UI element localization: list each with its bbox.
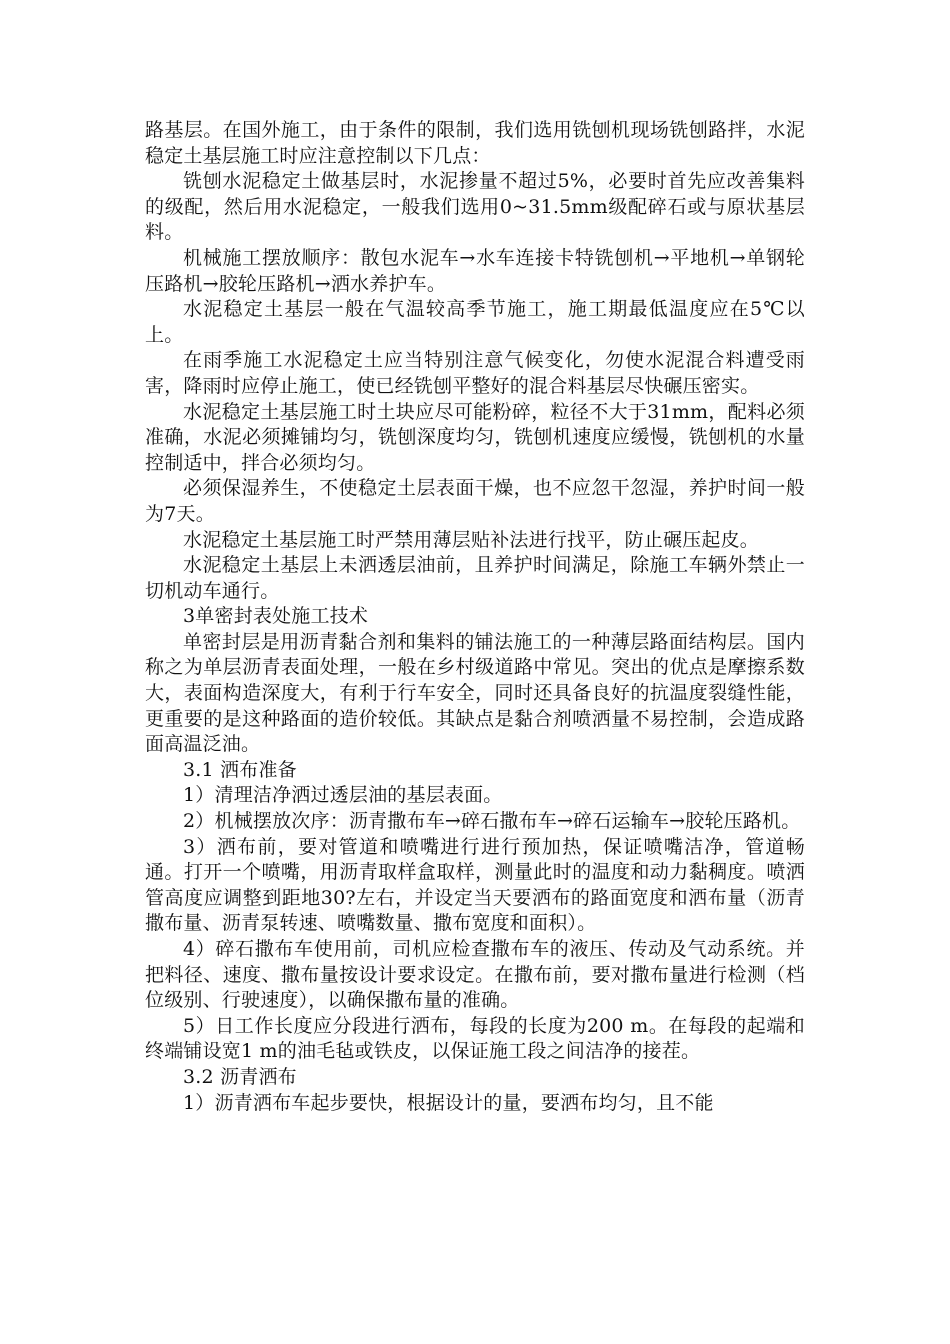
paragraph-rainy-season: 在雨季施工水泥稳定土应当特别注意气候变化，勿使水泥混合料遭受雨害，降雨时应停止施工，使已经铣刨平整好的混合料基层尽快碾压密实。	[145, 349, 805, 397]
paragraph-traffic-ban: 水泥稳定土基层上未洒透层油前，且养护时间满足，除施工车辆外禁止一切机动车通行。	[145, 554, 805, 602]
paragraph-continuation: 路基层。在国外施工，由于条件的限制，我们选用铣刨机现场铣刨路拌，水泥稳定土基层施工时应注意控制以下几点：	[145, 119, 805, 167]
paragraph-cement-dosage: 铣刨水泥稳定土做基层时，水泥掺量不超过5%，必要时首先应改善集料的级配，然后用水泥稳定，一般我们选用0~31.5mm级配碎石或与原状基层料。	[145, 170, 805, 244]
section-heading-3-2: 3.2 沥青洒布	[183, 1065, 297, 1088]
list-item-5: 5）日工作长度应分段进行洒布，每段的长度为200 m。在每段的起端和终端铺设宽1 m的油毛毡或铁皮，以保证施工段之间洁净的接茬。	[145, 1014, 805, 1063]
paragraph-temperature: 水泥稳定土基层一般在气温较高季节施工，施工期最低温度应在5℃以上。	[145, 298, 805, 346]
paragraph-single-seal-intro: 单密封层是用沥青黏合剂和集料的铺法施工的一种薄层路面结构层。国内称之为单层沥青表面处理，一般在乡村级道路中常见。突出的优点是摩擦系数大，表面构造深度大，有利于行车安全，同时还具备良好的抗温度裂缝性能，更重要的是这种路面的造价较低。其缺点是黏合剂喷洒量不易控制，会造成路面高温泛油。	[145, 630, 805, 756]
list-item-4: 4）碎石撒布车使用前，司机应检查撒布车的液压、传动及气动系统。并把料径、速度、撒布量按设计要求设定。在撒布前，要对撒布量进行检测（档位级别、行驶速度），以确保撒布量的准确。	[145, 938, 805, 1012]
list-item-1: 1）清理洁净洒过透层油的基层表面。	[183, 784, 503, 807]
document-body	[145, 118, 805, 1116]
list-item-asphalt-1: 1）沥青洒布车起步要快，根据设计的量，要洒布均匀，且不能	[183, 1091, 714, 1114]
list-item-2: 2）机械摆放次序：沥青撒布车→碎石撒布车→碎石运输车→胶轮压路机。	[183, 810, 801, 833]
section-heading-3-1: 3.1 洒布准备	[183, 758, 297, 781]
list-item-3: 3）洒布前，要对管道和喷嘴进行进行预加热，保证喷嘴洁净，管道畅通。打开一个喷嘴，用沥青取样盒取样，测量此时的温度和动力黏稠度。喷洒管高度应调整到距地30?左右，并设定当天要洒布的路面宽度和洒布量（沥青撒布量、沥青泵转速、喷嘴数量、撒布宽度和面积）。	[145, 835, 805, 935]
paragraph-machine-order: 机械施工摆放顺序：散包水泥车→水车连接卡特铣刨机→平地机→单钢轮压路机→胶轮压路机→洒水养护车。	[145, 246, 805, 295]
paragraph-curing: 必须保湿养生，不使稳定土层表面干燥，也不应忽干忽湿，养护时间一般为7天。	[145, 477, 805, 525]
paragraph-soil-crushing: 水泥稳定土基层施工时土块应尽可能粉碎，粒径不大于31mm，配料必须准确，水泥必须摊铺均匀，铣刨深度均匀，铣刨机速度应缓慢，铣刨机的水量控制适中，拌合必须均匀。	[145, 400, 805, 474]
section-heading-3: 3单密封表处施工技术	[183, 605, 369, 628]
paragraph-no-thin-patching: 水泥稳定土基层施工时严禁用薄层贴补法进行找平，防止碾压起皮。	[183, 528, 760, 551]
